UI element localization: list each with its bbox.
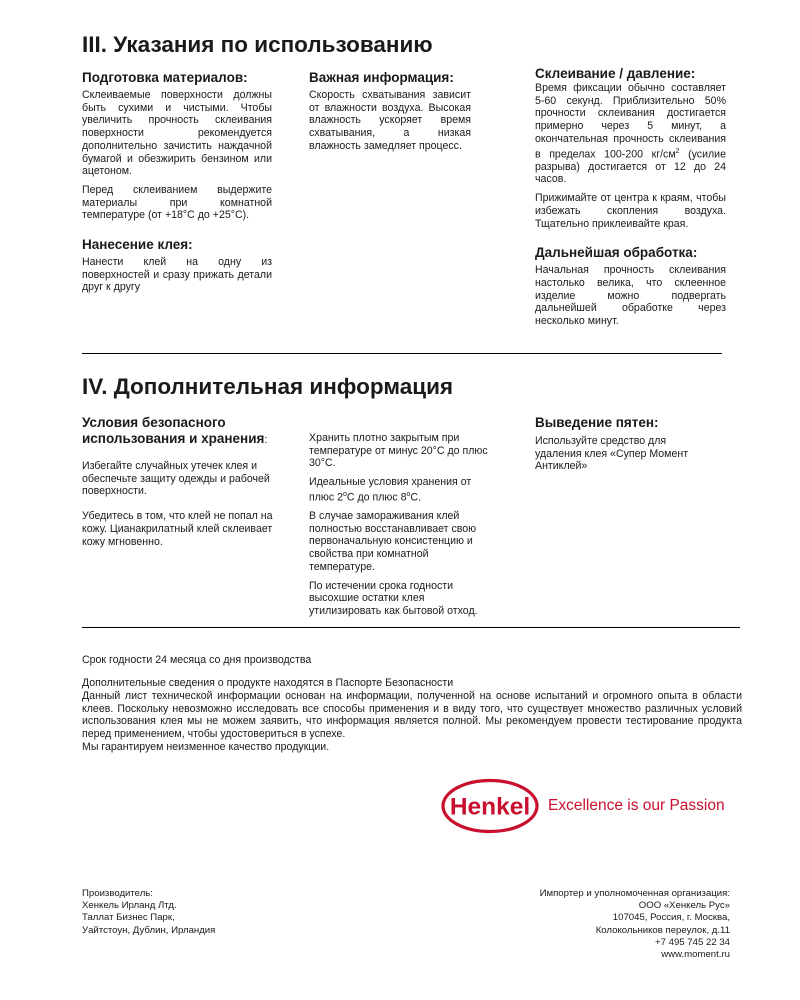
text-storage-4: По истечении срока годности высохшие остатки клея утилизировать как бытовой отход. [309, 579, 478, 617]
heading-safe-use-colon: : [264, 434, 268, 446]
text-storage-3: В случае замораживания клей полностью восстанавливает свою первоначальную консистенцию и свойства при комнатной температуре. [309, 510, 477, 573]
text-application: Нанести клей на одну из поверхностей и сразу прижать детали друг к другу [82, 256, 272, 294]
footer-right-line: Импортер и уполномоченная организация: [539, 888, 730, 899]
text-storage-2-c: С. [410, 491, 422, 504]
heading-safe-use [82, 415, 282, 448]
text-preparation-1: Склеиваемые поверхности должны быть сухими и чистыми. Чтобы увеличить прочность склеивания поверхности рекомендуется дополнительно зачистить наждачной бумагой и обезжирить бензином или ацетоном. [82, 89, 272, 178]
text-pressing-1 [535, 82, 726, 186]
footer-importer [540, 888, 730, 961]
text-stain-removal: Используйте средство для удаления клея «Супер Момент Антиклей» [535, 435, 689, 473]
text-storage-2-a: Идеальные условия хранения от плюс 2 [309, 476, 472, 504]
text-pressing-1-superscript: 2 [675, 147, 680, 155]
text-important: Скорость схватывания зависит от влажности воздуха. Высокая влажность ускоряет время схватывания, а низкая влажность замедляет процесс. [309, 89, 471, 152]
usage-column-1 [82, 70, 272, 294]
divider-1 [82, 353, 722, 354]
heading-important: Важная информация: [309, 70, 454, 85]
footer-manufacturer [82, 888, 215, 937]
text-preparation-2: Перед склеиванием выдержите материалы при комнатной температуре (от +18°С до +25°С). [82, 183, 272, 222]
text-storage-2 [309, 476, 497, 504]
footer-left-line: Производитель: [82, 888, 153, 899]
heading-pressing: Склеивание / давление: [535, 66, 696, 81]
usage-column-3 [535, 66, 726, 328]
text-pressing-1-end: (усилие разрыва) достигается от 12 до 24 часов. [535, 148, 726, 186]
text-storage-2-deg2: о [406, 490, 411, 498]
footer-right-line: ООО «Хенкель Рус» [638, 900, 730, 912]
usage-column-2 [309, 70, 471, 153]
henkel-logo-oval [440, 778, 540, 834]
henkel-logo-text: Henkel [449, 793, 531, 821]
text-further-processing: Начальная прочность склеивания настолько велика, что склеенное изделие можно подвергать дальнейшей обработке через несколько минут. [535, 264, 726, 328]
footer-left-line: Хенкель Ирланд Лтд. [82, 900, 177, 912]
extra-column-2 [309, 432, 497, 618]
text-safe-use-1: Избегайте случайных утечек клея и обеспечьте защиту одежды и рабочей поверхности. [82, 460, 270, 498]
disclaimer-line-3: Мы гарантируем неизменное качество продукции. [82, 740, 330, 753]
text-storage-2-deg1: о [343, 490, 347, 498]
heading-stain-removal: Выведение пятен: [535, 415, 659, 430]
extra-column-3 [535, 415, 710, 473]
henkel-logo [440, 778, 540, 839]
text-storage-1: Хранить плотно закрытым при температуре от минус 20°С до плюс 30°С. [309, 432, 488, 470]
shelf-life-note: Срок годности 24 месяца со дня производства [82, 654, 312, 666]
footer-left-line: Таллат Бизнес Парк, [82, 912, 175, 924]
text-pressing-2: Прижимайте от центра к краям, чтобы избежать скопления воздуха. Тщательно приклеивайте края. [535, 192, 726, 230]
divider-2 [82, 627, 740, 628]
disclaimer-line-1: Дополнительные сведения о продукте находятся в Паспорте Безопасности [82, 677, 454, 689]
footer-right-line: +7 495 745 22 34 [655, 936, 730, 948]
heading-application: Нанесение клея: [82, 237, 193, 253]
text-pressing-1-start: Время фиксации обычно составляет 5-60 секунд. Приблизительно 50% прочности склеивания достигается примерно через 5 минут, а окончательная прочность склеивания в пределах 100-200 кг/см [535, 82, 726, 161]
footer-right-line: www.moment.ru [661, 949, 730, 961]
heading-safe-use-text: Условия безопасного использования и хранения [82, 415, 265, 446]
brand-tagline: Excellence is our Passion [548, 797, 725, 814]
text-storage-2-b: С до плюс 8 [346, 491, 407, 504]
section-extra-title: IV. Дополнительная информация [82, 374, 454, 399]
footer-left-line: Уайтстоун, Дублин, Ирландия [82, 924, 216, 936]
text-safe-use-2: Убедитесь в том, что клей не попал на кожу. Цианакрилатный клей склеивает кожу мгновенно. [82, 510, 273, 548]
heading-preparation: Подготовка материалов: [82, 70, 248, 85]
footer-right-line: 107045, Россия, г. Москва, [612, 912, 730, 924]
section-usage-title: III. Указания по использованию [82, 32, 433, 57]
disclaimer-block [82, 677, 742, 754]
disclaimer-line-2: Данный лист технической информации основан на информации, полученной на основе испытаний и огромного опыта в области клеев. Поскольку невозможно исследовать все способы применения и в виду того, что существует множество различных условий использования клея мы не можем заявить, что информация является полной. Мы рекомендуем провести тестирование продукта перед применением, чтобы удостовериться в успехе. [82, 689, 742, 741]
extra-column-1 [82, 415, 282, 548]
footer-right-line: Колокольников переулок, д.11 [595, 924, 730, 936]
heading-further-processing: Дальнейшая обработка: [535, 245, 698, 261]
